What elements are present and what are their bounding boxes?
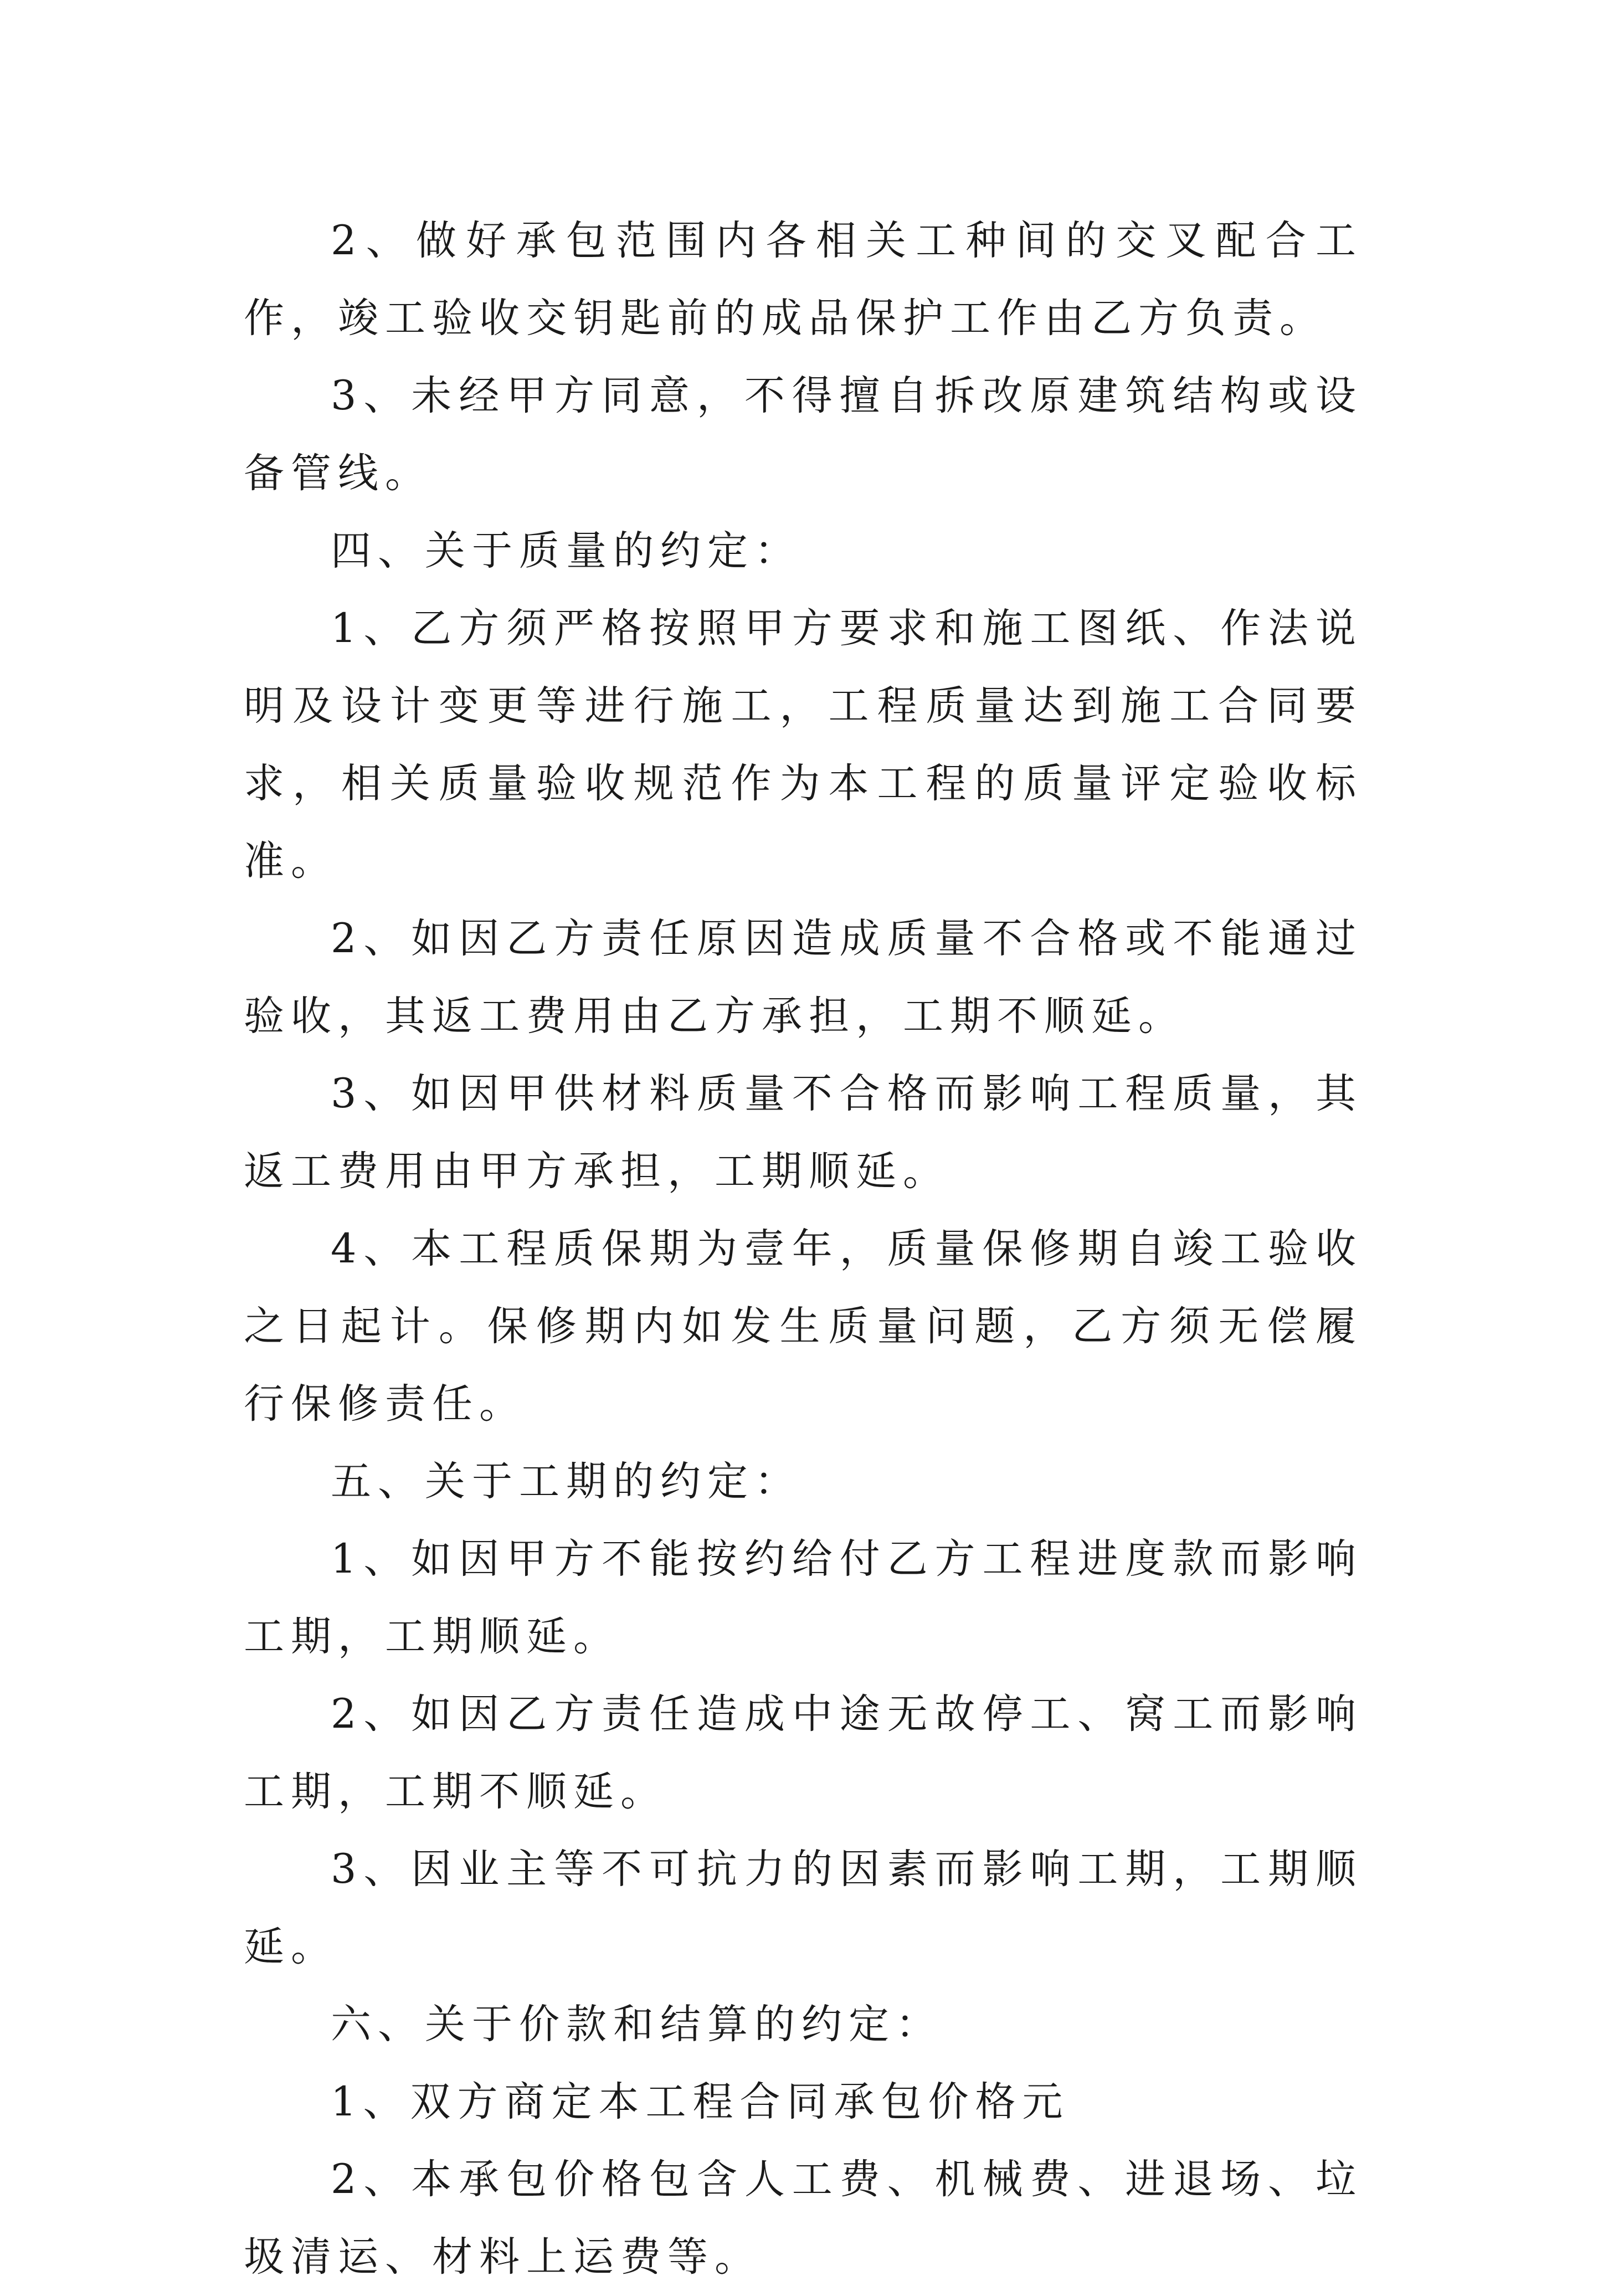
section-heading-price: 六、关于价款和结算的约定： (331, 2001, 943, 2048)
section-heading-schedule: 五、关于工期的约定： (331, 1458, 802, 1505)
clause-5-1: 1、如因甲方不能按约给付乙方工程进度款而影响工期，工期顺延。 (244, 1535, 1363, 1660)
section-heading-quality: 四、关于质量的约定： (331, 527, 802, 574)
clause-4-4: 4、本工程质保期为壹年，质量保修期自竣工验收之日起计。保修期内如发生质量问题，乙方须无偿履行保修责任。 (244, 1225, 1363, 1427)
clause-5-3: 3、因业主等不可抗力的因素而影响工期，工期顺延。 (244, 1846, 1363, 1970)
clause-3-3: 3、未经甲方同意，不得擅自拆改原建筑结构或设备管线。 (244, 372, 1363, 497)
clause-4-2: 2、如因乙方责任原因造成质量不合格或不能通过验收，其返工费用由乙方承担，工期不顺延。 (244, 915, 1363, 1040)
clause-6-2: 2、本承包价格包含人工费、机械费、进退场、垃圾清运、材料上运费等。 (244, 2156, 1363, 2280)
clause-3-2: 2、做好承包范围内各相关工种间的交叉配合工作，竣工验收交钥匙前的成品保护工作由乙方负责。 (244, 217, 1363, 342)
clause-5-2: 2、如因乙方责任造成中途无故停工、窝工而影响工期，工期不顺延。 (244, 1691, 1363, 1815)
clause-4-3: 3、如因甲供材料质量不合格而影响工程质量，其返工费用由甲方承担，工期顺延。 (244, 1070, 1363, 1195)
clause-6-1: 1、双方商定本工程合同承包价格元 (331, 2078, 1070, 2125)
clause-4-1: 1、乙方须严格按照甲方要求和施工图纸、作法说明及设计变更等进行施工，工程质量达到施工合同要求，相关质量验收规范作为本工程的质量评定验收标准。 (244, 605, 1363, 885)
document-body (244, 202, 1363, 2296)
